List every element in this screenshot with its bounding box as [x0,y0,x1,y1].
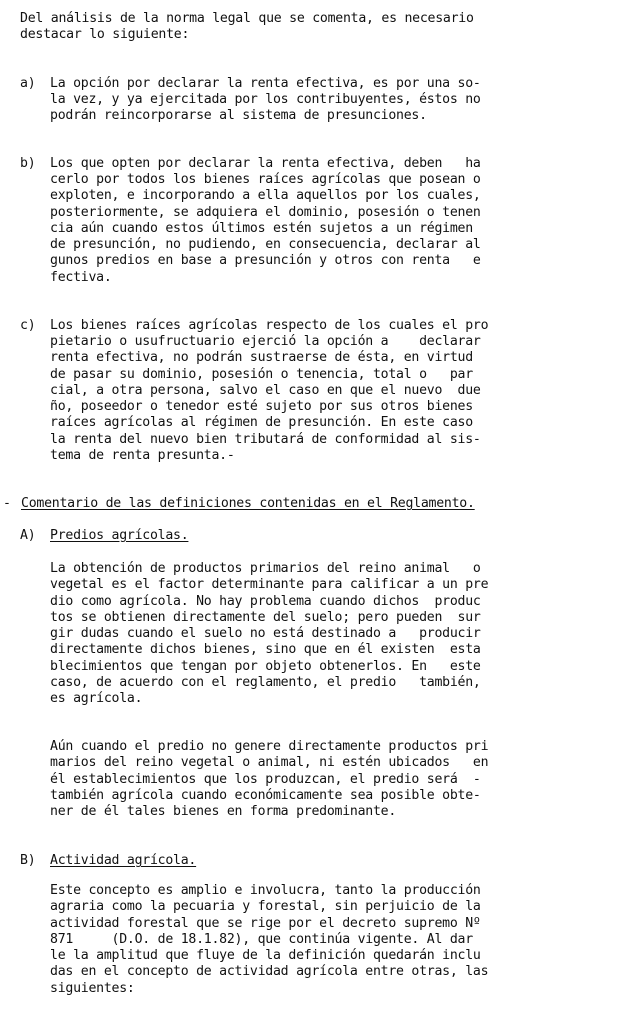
item-c-line: renta efectiva, no podrán sustraerse de ésta, en virtud [50,350,473,365]
paragraph-line: caso, de acuerdo con el reglamento, el predio también, [50,675,481,690]
paragraph-line: le la amplitud que fluye de la definición quedarán inclu [50,948,481,963]
section-bullet: - [3,496,11,511]
paragraph-line: Este concepto es amplio e involucra, tanto la producción [50,883,481,898]
item-b-line: fectiva. [50,270,112,285]
item-b-line: cerlo por todos los bienes raíces agrícolas que posean o [50,172,481,187]
paragraph-line: Aún cuando el predio no genere directamente productos pri [50,739,489,754]
paragraph-line: das en el concepto de actividad agrícola entre otras, las [50,964,489,979]
subsection-marker: B) [20,853,36,868]
item-c-line: raíces agrícolas al régimen de presunción. En este caso [50,415,473,430]
paragraph-line: también agrícola cuando económicamente sea posible obte- [50,788,481,803]
item-marker: b) [20,156,36,171]
item-c-line: pietario o usufructuario ejerció la opción a declarar [50,334,481,349]
item-c-line: ño, poseedor o tenedor esté sujeto por sus otros bienes [50,399,473,414]
item-b-line: posteriormente, se adquiera el dominio, posesión o tenen [50,205,481,220]
paragraph-line: 871 (D.O. de 18.1.82), que continúa vigente. Al dar [50,932,473,947]
item-marker: a) [20,76,36,91]
item-c-line: la renta del nuevo bien tributará de conformidad al sis- [50,432,481,447]
item-b-line: cia aún cuando estos últimos estén sujetos a un régimen [50,221,473,236]
paragraph-line: dio como agrícola. No hay problema cuando dichos produc [50,594,481,609]
paragraph-line: actividad forestal que se rige por el decreto supremo Nº [50,916,481,931]
paragraph-line: siguientes: [50,981,135,996]
subsection-title: Actividad agrícola. [50,853,197,868]
paragraph-line: es agrícola. [50,691,143,706]
section-title: Comentario de las definiciones contenidas en el Reglamento. [21,496,475,511]
item-c-line: de pasar su dominio, posesión o tenencia, total o par [50,367,473,382]
paragraph-line: La obtención de productos primarios del reino animal o [50,561,481,576]
item-b-line: de presunción, no pudiendo, en consecuencia, declarar al [50,237,481,252]
intro-line: Del análisis de la norma legal que se comenta, es necesario [20,11,474,26]
paragraph-line: él establecimientos que los produzcan, el predio será - [50,772,481,787]
paragraph-line: directamente dichos bienes, sino que en él existen esta [50,642,481,657]
paragraph-line: vegetal es el factor determinante para calificar a un pre [50,577,489,592]
paragraph-line: tos se obtienen directamente del suelo; pero pueden sur [50,610,481,625]
item-c-line: tema de renta presunta.- [50,448,235,463]
intro-line: destacar lo siguiente: [20,27,190,42]
paragraph-line: ner de él tales bienes en forma predominante. [50,804,397,819]
item-c-line: cial, a otra persona, salvo el caso en que el nuevo due [50,383,481,398]
item-b-line: gunos predios en base a presunción y otros con renta e [50,253,481,268]
paragraph-line: agraria como la pecuaria y forestal, sin perjuicio de la [50,899,481,914]
item-a-line: La opción por declarar la renta efectiva, es por una so- [50,76,481,91]
item-b-line: exploten, e incorporando a ella aquellos por los cuales, [50,188,481,203]
item-c-line: Los bienes raíces agrícolas respecto de los cuales el pro [50,318,489,333]
subsection-title: Predios agrícolas. [50,528,189,543]
paragraph-line: marios del reino vegetal o animal, ni estén ubicados en [50,755,489,770]
item-marker: c) [20,318,36,333]
item-a-line: podrán reincorporarse al sistema de presunciones. [50,108,427,123]
subsection-marker: A) [20,528,36,543]
paragraph-line: blecimientos que tengan por objeto obtenerlos. En este [50,659,481,674]
item-a-line: la vez, y ya ejercitada por los contribuyentes, éstos no [50,92,481,107]
item-b-line: Los que opten por declarar la renta efectiva, deben ha [50,156,481,171]
paragraph-line: gir dudas cuando el suelo no está destinado a producir [50,626,481,641]
